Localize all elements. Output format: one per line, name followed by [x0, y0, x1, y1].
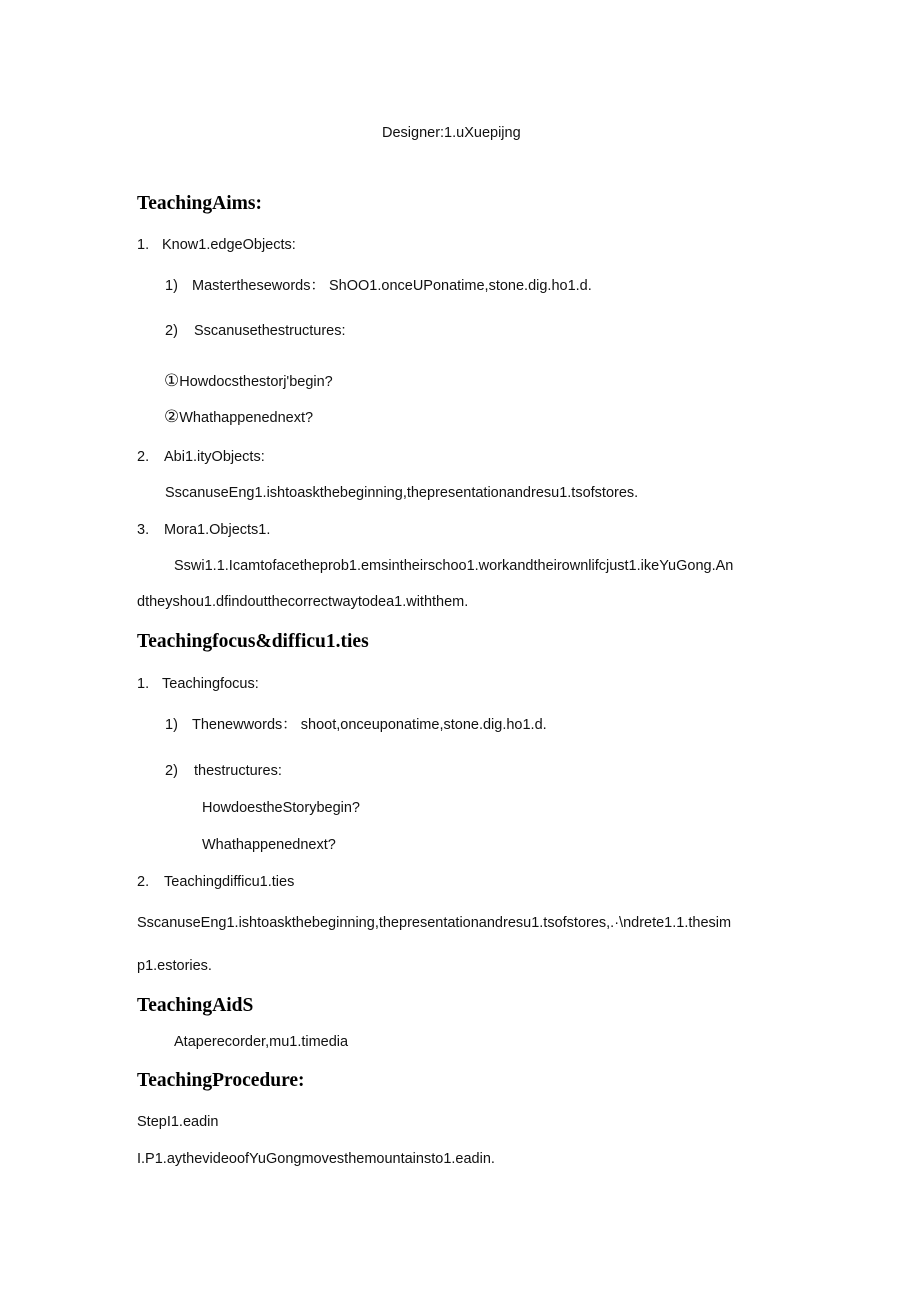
teaching-difficulties-num: 2. [137, 874, 150, 890]
knowledge-objects-num: 1. [137, 237, 150, 253]
question-2 [164, 408, 313, 427]
ability-objects-num: 2. [137, 449, 150, 465]
teaching-aids-heading: TeachingAidS [137, 995, 254, 1016]
focus-sub2-text: thestructures: [194, 763, 282, 779]
difficulties-line2: p1.estories. [137, 958, 212, 974]
question-1 [164, 372, 333, 391]
focus-sub2-num: 2) [165, 763, 178, 779]
knowledge-objects-label: Know1.edgeObjects: [162, 237, 296, 253]
teaching-focus-num: 1. [137, 676, 150, 692]
teaching-focus-label: Teachingfocus: [162, 676, 259, 692]
moral-objects-label: Mora1.Objects1. [164, 522, 271, 538]
procedure-item: I.P1.aythevideoofYuGongmovesthemountainsto1.eadin. [137, 1151, 495, 1167]
question-2-text: Whathappenednext? [179, 410, 314, 426]
teaching-aims-heading: TeachingAims: [137, 193, 262, 214]
procedure-step: StepI1.eadin [137, 1114, 219, 1130]
focus-structure-2: Whathappenednext? [202, 837, 336, 853]
focus-structure-1: HowdoestheStorybegin? [202, 800, 360, 816]
circled-one-marker: ① [164, 371, 180, 391]
teaching-difficulties-label: Teachingdifficu1.ties [164, 874, 295, 890]
difficulties-line1: SscanuseEng1.ishtoaskthebeginning,thepresentationandresu1.tsofstores,.·\ndrete1.1.thesim [137, 915, 732, 931]
focus-difficulties-heading: Teachingfocus&difficu1.ties [137, 631, 369, 652]
focus-sub1-num: 1) [165, 717, 178, 733]
designer-line: Designer:1.uXuepijng [382, 125, 521, 141]
teaching-aids-text: Ataperecorder,mu1.timedia [174, 1034, 349, 1050]
aims-sub2-text: Sscanusethestructures: [194, 323, 346, 339]
teaching-procedure-heading: TeachingProcedure: [137, 1070, 305, 1091]
moral-objects-line2: dtheyshou1.dfindoutthecorrectwaytodea1.withthem. [137, 594, 469, 610]
aims-sub2-num: 2) [165, 323, 178, 339]
ability-objects-label: Abi1.ityObjects: [164, 449, 265, 465]
ability-objects-text: SscanuseEng1.ishtoaskthebeginning,thepresentationandresu1.tsofstores. [165, 485, 639, 501]
aims-sub1-text: Masterthesewords： ShOO1.onceUPonatime,stone.dig.ho1.d. [192, 278, 592, 294]
moral-objects-num: 3. [137, 522, 150, 538]
moral-objects-line1: Sswi1.1.Icamtofacetheprob1.emsintheirschoo1.workandtheirownlifcjust1.ikeYuGong.An [174, 558, 734, 574]
focus-sub1-text: Thenewwords： shoot,onceuponatime,stone.dig.ho1.d. [192, 717, 547, 733]
aims-sub1-num: 1) [165, 278, 178, 294]
circled-two-marker: ② [164, 407, 180, 427]
question-1-text: Howdocsthestorj'begin? [179, 374, 333, 390]
